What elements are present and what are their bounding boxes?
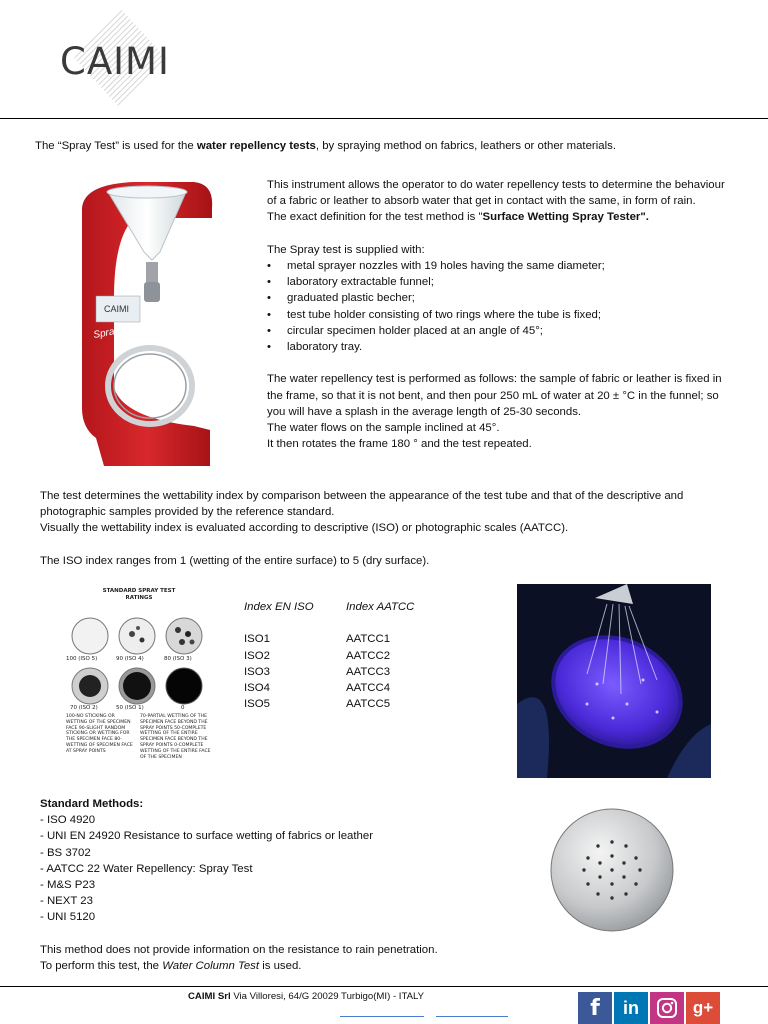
spray-photo (517, 584, 711, 778)
table-cell: AATCC4 (346, 681, 391, 694)
table-cell: ISO2 (244, 649, 270, 662)
list-item: - BS 3702 (40, 846, 91, 859)
intro-text: The “Spray Test” is used for the water repellency tests, by spraying method on fabrics, leathers or other materials. (35, 140, 616, 152)
table-row (244, 633, 414, 649)
supplied-heading: The Spray test is supplied with: (267, 243, 425, 256)
rating-label: 50 (ISO 1) (116, 705, 144, 711)
header-iso: Index EN ISO (244, 601, 314, 613)
table-row (244, 650, 414, 666)
table-row (244, 666, 414, 682)
list-item: - ISO 4920 (40, 814, 96, 827)
logo (58, 6, 188, 110)
list-item: - AATCC 22 Water Repellency: Spray Test (40, 862, 253, 875)
procedure-paragraph-2: The water flows on the sample inclined at 45°. (267, 422, 500, 435)
wettability-block (40, 488, 732, 569)
list-item: • metal sprayer nozzles with 19 holes having the same diameter; (267, 258, 727, 274)
logo-wordmark: CAIMI (60, 40, 170, 83)
table-cell: ISO1 (244, 633, 270, 646)
footer-divider (0, 986, 768, 987)
closing-block (40, 942, 640, 974)
spray-tester-image (74, 178, 220, 470)
table-cell: AATCC2 (346, 649, 391, 662)
wettability-paragraph-2: Visually the wettability index is evaluated according to descriptive (ISO) or photographic scales (AATCC). (40, 522, 569, 535)
ratings-note-left: 100-NO STICKING OR WETTING OF THE SPECIMEN FACE 90-SLIGHT RANDOM STICKING OR WETTING FOR THE SPECIMEN FACE 80-WETTING OF SPECIMEN FACE AT SPRAY POINTS (66, 714, 133, 754)
iso-range-paragraph: The ISO index ranges from 1 (wetting of the entire surface) to 5 (dry surface). (40, 554, 430, 567)
table-cell: ISO4 (244, 681, 270, 694)
facebook-icon[interactable]: f (578, 992, 612, 1024)
footer-link-line (436, 1016, 508, 1017)
table-cell: ISO3 (244, 665, 270, 678)
svg-text:CAIMI: CAIMI (104, 304, 130, 314)
list-item: - M&S P23 (40, 879, 96, 892)
ratings-title: STANDARD SPRAY TEST (102, 588, 176, 594)
list-item: • circular specimen holder placed at an angle of 45°; (267, 323, 727, 339)
header-divider (0, 118, 768, 119)
procedure-paragraph: The water repellency test is performed as follows: the sample of fabric or leather is fixed in the frame, so that it is not bent, and then pour 250 mL of water at 20 ± °C in the funnel; so you will have a splash in the average length of 25-30 seconds. (267, 373, 722, 418)
svg-text:Spray Test: Spray Test (92, 321, 142, 341)
list-item: - NEXT 23 (40, 895, 93, 908)
wettability-paragraph: The test determines the wettability index by comparison between the appearance of the test tube and that of the descriptive and photographic samples provided by the reference standard. (40, 490, 684, 519)
rating-label: 80 (ISO 3) (164, 656, 192, 662)
list-item: - UNI EN 24920 Resistance to surface wetting of fabrics or leather (40, 830, 374, 843)
supplied-list (267, 258, 727, 355)
rating-label: 90 (ISO 4) (116, 656, 144, 662)
closing-paragraph: This method does not provide information on the resistance to rain penetration. (40, 944, 438, 956)
table-cell: AATCC3 (346, 665, 391, 678)
index-table (244, 601, 414, 714)
closing-paragraph-2: To perform this test, the Water Column Test is used. (40, 960, 302, 973)
table-cell: AATCC1 (346, 633, 391, 646)
rating-label: 70 (ISO 2) (70, 705, 98, 711)
description-paragraph: This instrument allows the operator to do water repellency tests to determine the behaviour of a fabric or leather to absorb water that get in contact with the same, in form of rain. (267, 179, 725, 208)
table-header-row (244, 601, 414, 617)
list-item: • laboratory tray. (267, 339, 727, 355)
rating-label: 100 (ISO 5) (66, 656, 98, 662)
header-aatcc: Index AATCC (346, 601, 415, 613)
procedure-paragraph-3: It then rotates the frame 180 ° and the test repeated. (267, 438, 532, 451)
rating-label: 0 (181, 705, 185, 711)
table-cell: ISO5 (244, 698, 270, 711)
table-row (244, 682, 414, 698)
spray-ratings-chart (64, 588, 214, 778)
google-plus-icon[interactable]: g+ (686, 992, 720, 1024)
description-block (267, 177, 727, 452)
footer-address: CAIMI Srl Via Villoresi, 64/G 20029 Turbigo(MI) - ITALY (188, 991, 425, 1002)
list-item: • test tube holder consisting of two rings where the tube is fixed; (267, 307, 727, 323)
standards-heading: Standard Methods: (40, 798, 144, 810)
nozzle-photo (548, 806, 676, 934)
ratings-subtitle: RATINGS (125, 595, 153, 601)
list-item: • laboratory extractable funnel; (267, 274, 727, 290)
list-item: - UNI 5120 (40, 911, 96, 924)
list-item: • graduated plastic becher; (267, 290, 727, 306)
definition-paragraph: The exact definition for the test method is "Surface Wetting Spray Tester". (267, 211, 649, 224)
instagram-icon[interactable] (650, 992, 684, 1024)
linkedin-icon[interactable]: in (614, 992, 648, 1024)
ratings-swatches (64, 612, 214, 716)
table-row (244, 698, 414, 714)
table-cell: AATCC5 (346, 698, 391, 711)
standards-block (40, 796, 520, 926)
footer-link-line (340, 1016, 424, 1017)
ratings-note-right: 70-PARTIAL WETTING OF THE SPECIMEN FACE BEYOND THE SPRAY POINTS 50-COMPLETE WETTING OF THE ENTIRE SPECIMEN FACE BEYOND THE SPRAY POINTS 0-COMPLETE WETTING OF THE ENTIRE FACE OF THE SPECIMEN (140, 714, 211, 760)
